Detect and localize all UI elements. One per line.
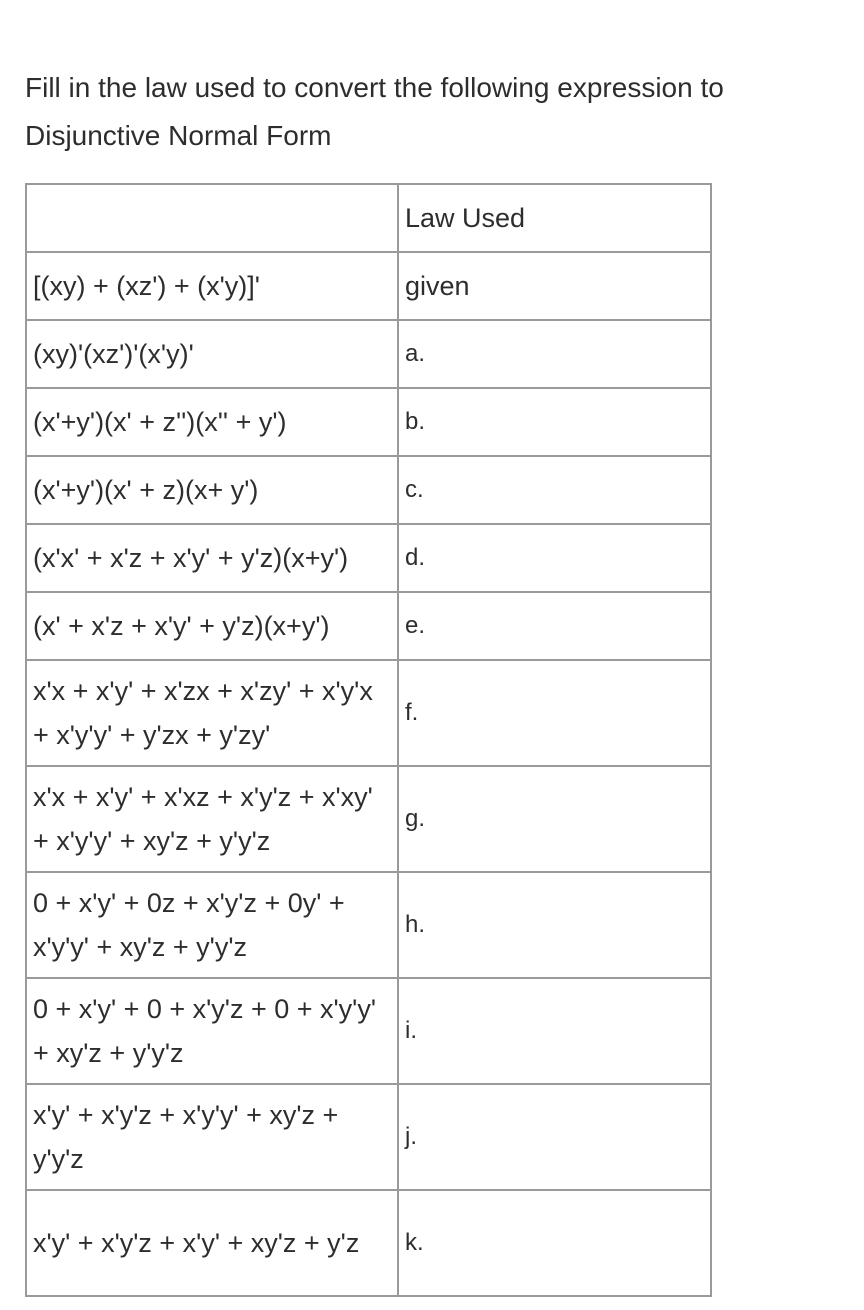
law-cell: k. <box>398 1190 711 1296</box>
law-cell: b. <box>398 388 711 456</box>
law-cell: e. <box>398 592 711 660</box>
table-row <box>26 1190 711 1296</box>
table-row <box>26 872 711 978</box>
table-header-row <box>26 184 711 252</box>
expression-header <box>26 184 398 252</box>
expression-cell: (x'x' + x'z + x'y' + y'z)(x+y') <box>26 524 398 592</box>
question-prompt: Fill in the law used to convert the following expression to Disjunctive Normal Form <box>25 72 724 151</box>
expression-cell: x'y' + x'y'z + x'y'y' + xy'z + y'y'z <box>26 1084 398 1190</box>
law-cell: a. <box>398 320 711 388</box>
table-row <box>26 978 711 1084</box>
expression-cell: (xy)'(xz')'(x'y)' <box>26 320 398 388</box>
table-row <box>26 1084 711 1190</box>
law-cell: f. <box>398 660 711 766</box>
table-row <box>26 456 711 524</box>
expression-cell: x'x + x'y' + x'zx + x'zy' + x'y'x + x'y'y' + y'zx + y'zy' <box>26 660 398 766</box>
law-cell: j. <box>398 1084 711 1190</box>
law-used-header: Law Used <box>398 184 711 252</box>
expression-cell: (x'+y')(x' + z)(x+ y') <box>26 456 398 524</box>
law-cell: given <box>398 252 711 320</box>
law-table <box>25 183 712 1297</box>
law-cell: d. <box>398 524 711 592</box>
law-cell: c. <box>398 456 711 524</box>
law-cell: i. <box>398 978 711 1084</box>
law-cell: g. <box>398 766 711 872</box>
table-row <box>26 252 711 320</box>
table-row <box>26 388 711 456</box>
table-row <box>26 592 711 660</box>
table-row <box>26 766 711 872</box>
expression-cell: (x' + x'z + x'y' + y'z)(x+y') <box>26 592 398 660</box>
expression-cell: x'y' + x'y'z + x'y' + xy'z + y'z <box>26 1190 398 1296</box>
expression-cell: (x'+y')(x' + z'')(x'' + y') <box>26 388 398 456</box>
table-row <box>26 320 711 388</box>
table-row <box>26 524 711 592</box>
table-row <box>26 660 711 766</box>
expression-cell: 0 + x'y' + 0 + x'y'z + 0 + x'y'y' + xy'z + y'y'z <box>26 978 398 1084</box>
expression-cell: [(xy) + (xz') + (x'y)]' <box>26 252 398 320</box>
expression-cell: x'x + x'y' + x'xz + x'y'z + x'xy' + x'y'y' + xy'z + y'y'z <box>26 766 398 872</box>
law-cell: h. <box>398 872 711 978</box>
expression-cell: 0 + x'y' + 0z + x'y'z + 0y' + x'y'y' + xy'z + y'y'z <box>26 872 398 978</box>
